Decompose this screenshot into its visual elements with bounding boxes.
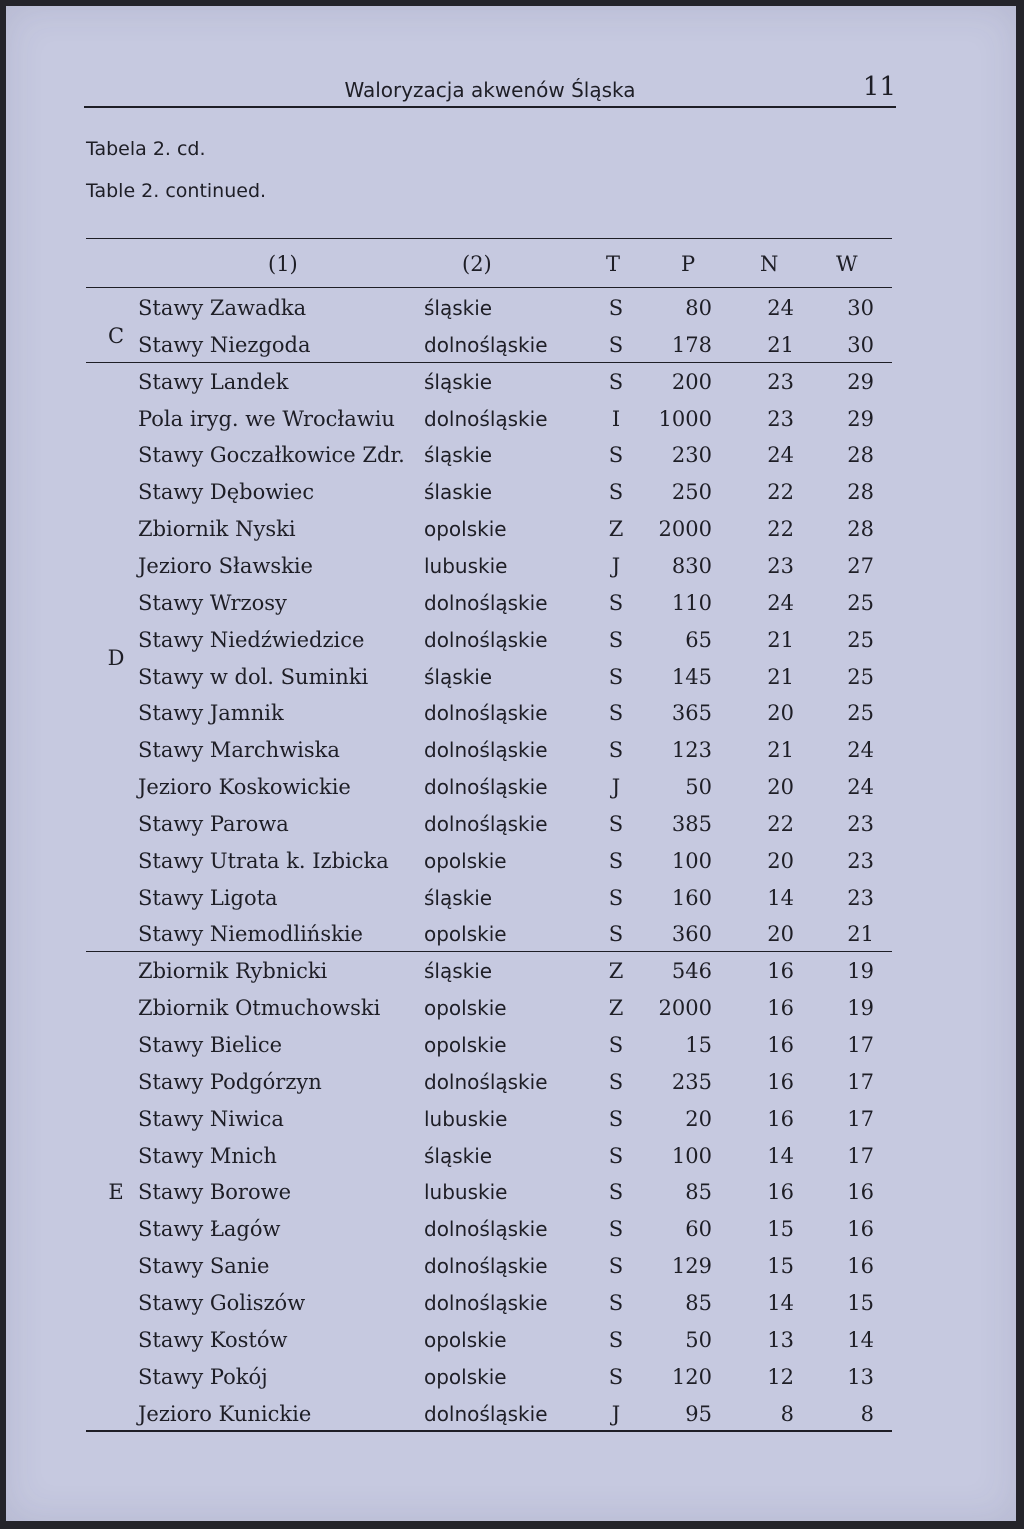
- cell-voivodeship: opolskie: [424, 1033, 507, 1057]
- cell-w: 19: [847, 959, 874, 984]
- cell-type: S: [608, 664, 624, 689]
- cell-voivodeship: dolnośląskie: [424, 332, 548, 357]
- cell-name: Pola iryg. we Wrocławiu: [138, 406, 395, 431]
- cell-n: 14: [767, 1143, 794, 1168]
- table-caption-en: Table 2. continued.: [86, 180, 267, 202]
- group-separator-rule: [86, 362, 892, 363]
- cell-name: Stawy Borowe: [138, 1180, 292, 1205]
- cell-area: 160: [671, 885, 712, 910]
- cell-w: 17: [847, 1143, 874, 1168]
- cell-w: 16: [847, 1254, 874, 1279]
- cell-name: Jezioro Koskowickie: [138, 775, 351, 800]
- cell-w: 19: [847, 996, 874, 1021]
- cell-n: 20: [767, 848, 794, 873]
- cell-area: 50: [685, 775, 712, 800]
- cell-n: 22: [767, 517, 794, 542]
- cell-type: S: [608, 443, 624, 468]
- cell-n: 15: [767, 1217, 794, 1242]
- cell-area: 120: [671, 1364, 712, 1389]
- cell-name: Stawy Goczałkowice Zdr.: [138, 443, 405, 468]
- cell-type: S: [608, 848, 624, 873]
- cell-name: Stawy Łagów: [138, 1217, 281, 1242]
- cell-type: J: [611, 553, 621, 578]
- cell-voivodeship: dolnośląskie: [424, 1069, 548, 1094]
- cell-name: Stawy Niemodlińskie: [138, 922, 363, 947]
- cell-area: 230: [671, 443, 712, 468]
- cell-name: Stawy Parowa: [138, 811, 289, 836]
- cell-type: S: [608, 1327, 624, 1352]
- cell-area: 50: [685, 1327, 712, 1352]
- cell-w: 15: [847, 1290, 874, 1315]
- cell-area: 360: [671, 922, 712, 947]
- cell-n: 13: [767, 1327, 794, 1352]
- column-header-2: (2): [462, 252, 492, 276]
- cell-w: 17: [847, 1069, 874, 1094]
- table-caption-pl: Tabela 2. cd.: [86, 138, 206, 160]
- cell-voivodeship: dolnośląskie: [424, 1254, 548, 1279]
- cell-n: 8: [780, 1401, 794, 1426]
- cell-type: S: [608, 1364, 624, 1389]
- cell-w: 23: [847, 811, 874, 836]
- cell-name: Stawy Sanie: [138, 1254, 270, 1279]
- cell-w: 17: [847, 1106, 874, 1131]
- cell-type: Z: [608, 959, 624, 984]
- running-header: [84, 70, 896, 108]
- cell-name: Stawy Pokój: [138, 1364, 268, 1389]
- cell-w: 30: [847, 332, 874, 357]
- cell-voivodeship: dolnośląskie: [424, 1290, 548, 1315]
- cell-w: 27: [847, 553, 874, 578]
- table-top-rule: [86, 238, 892, 239]
- cell-type: S: [608, 885, 624, 910]
- cell-n: 23: [767, 406, 794, 431]
- cell-name: Stawy Mnich: [138, 1143, 277, 1168]
- cell-voivodeship: dolnośląskie: [424, 811, 548, 836]
- cell-w: 25: [847, 590, 874, 615]
- column-header-t: T: [606, 252, 621, 276]
- cell-n: 24: [767, 590, 794, 615]
- cell-n: 24: [767, 296, 794, 320]
- cell-voivodeship: dolnośląskie: [424, 701, 548, 726]
- cell-n: 21: [767, 332, 794, 357]
- cell-w: 28: [847, 480, 874, 505]
- cell-name: Stawy Niezgoda: [138, 332, 311, 357]
- cell-voivodeship: opolskie: [424, 1364, 507, 1389]
- group-label: C: [107, 324, 125, 349]
- page-number: 11: [862, 72, 896, 102]
- cell-voivodeship: dolnośląskie: [424, 406, 548, 431]
- cell-area: 1000: [658, 406, 712, 431]
- cell-w: 29: [847, 369, 874, 394]
- cell-type: S: [608, 1254, 624, 1279]
- cell-voivodeship: śląskie: [424, 885, 493, 910]
- cell-n: 24: [767, 443, 794, 468]
- column-header-n: N: [760, 252, 779, 276]
- cell-area: 100: [671, 848, 712, 873]
- cell-w: 25: [847, 701, 874, 726]
- cell-n: 16: [767, 1069, 794, 1094]
- cell-n: 21: [767, 664, 794, 689]
- cell-n: 22: [767, 811, 794, 836]
- cell-voivodeship: śląskie: [424, 443, 493, 468]
- cell-name: Stawy Bielice: [138, 1033, 283, 1057]
- cell-type: S: [608, 1033, 624, 1057]
- cell-w: 30: [847, 296, 874, 320]
- cell-name: Stawy Podgórzyn: [138, 1069, 322, 1094]
- cell-name: Stawy Goliszów: [138, 1290, 306, 1315]
- group-label: E: [108, 1180, 124, 1205]
- cell-voivodeship: śląskie: [424, 664, 493, 689]
- cell-n: 20: [767, 701, 794, 726]
- cell-name: Stawy Marchwiska: [138, 738, 340, 763]
- running-title: Waloryzacja akwenów Śląska: [344, 78, 636, 102]
- cell-voivodeship: lubuskie: [424, 1106, 508, 1131]
- cell-w: 29: [847, 406, 874, 431]
- cell-n: 12: [767, 1364, 794, 1389]
- cell-voivodeship: opolskie: [424, 996, 507, 1021]
- cell-voivodeship: dolnośląskie: [424, 775, 548, 800]
- cell-n: 20: [767, 775, 794, 800]
- cell-voivodeship: lubuskie: [424, 1180, 508, 1205]
- cell-name: Stawy Ligota: [138, 885, 278, 910]
- cell-type: S: [608, 1180, 624, 1205]
- cell-type: S: [608, 1143, 624, 1168]
- cell-voivodeship: śląskie: [424, 959, 493, 984]
- cell-type: S: [608, 1106, 624, 1131]
- cell-w: 16: [847, 1180, 874, 1205]
- cell-area: 145: [671, 664, 712, 689]
- cell-name: Stawy Niwica: [138, 1106, 284, 1131]
- cell-n: 16: [767, 1180, 794, 1205]
- cell-n: 16: [767, 1106, 794, 1131]
- cell-w: 8: [860, 1401, 874, 1426]
- column-header-w: W: [836, 252, 858, 276]
- cell-voivodeship: dolnośląskie: [424, 1217, 548, 1242]
- cell-area: 365: [671, 701, 712, 726]
- table-header-rule: [86, 287, 892, 288]
- cell-name: Stawy Landek: [138, 369, 289, 394]
- cell-voivodeship: śląskie: [424, 369, 493, 394]
- cell-type: S: [608, 922, 624, 947]
- cell-name: Stawy Jamnik: [138, 701, 284, 726]
- cell-name: Stawy Kostów: [138, 1327, 288, 1352]
- cell-area: 200: [671, 369, 712, 394]
- cell-n: 21: [767, 738, 794, 763]
- cell-area: 95: [685, 1401, 712, 1426]
- cell-type: S: [608, 738, 624, 763]
- cell-n: 14: [767, 885, 794, 910]
- cell-n: 23: [767, 553, 794, 578]
- cell-type: S: [608, 701, 624, 726]
- cell-n: 23: [767, 369, 794, 394]
- cell-type: S: [608, 369, 624, 394]
- cell-n: 21: [767, 627, 794, 652]
- cell-name: Zbiornik Nyski: [138, 517, 296, 542]
- cell-name: Stawy Zawadka: [138, 296, 307, 320]
- group-label: D: [107, 646, 125, 671]
- cell-n: 16: [767, 1033, 794, 1057]
- cell-w: 21: [847, 922, 874, 947]
- cell-area: 85: [685, 1290, 712, 1315]
- cell-area: 85: [685, 1180, 712, 1205]
- cell-type: S: [608, 1069, 624, 1094]
- cell-area: 15: [685, 1033, 712, 1057]
- cell-type: J: [611, 1401, 621, 1426]
- cell-area: 65: [685, 627, 712, 652]
- cell-type: I: [611, 406, 621, 431]
- cell-n: 20: [767, 922, 794, 947]
- cell-voivodeship: dolnośląskie: [424, 738, 548, 763]
- cell-voivodeship: śląskie: [424, 1143, 493, 1168]
- cell-voivodeship: opolskie: [424, 848, 507, 873]
- cell-area: 20: [685, 1106, 712, 1131]
- cell-voivodeship: dolnośląskie: [424, 590, 548, 615]
- cell-name: Jezioro Kunickie: [138, 1401, 312, 1426]
- document-page: [6, 6, 1016, 1521]
- cell-area: 546: [671, 959, 712, 984]
- cell-n: 16: [767, 959, 794, 984]
- cell-voivodeship: opolskie: [424, 922, 507, 947]
- cell-w: 23: [847, 885, 874, 910]
- cell-w: 13: [847, 1364, 874, 1389]
- cell-type: Z: [608, 517, 624, 542]
- cell-n: 16: [767, 996, 794, 1021]
- column-header-p: P: [681, 252, 696, 276]
- cell-area: 250: [671, 480, 712, 505]
- cell-area: 60: [685, 1217, 712, 1242]
- cell-area: 123: [671, 738, 712, 763]
- cell-type: S: [608, 332, 624, 357]
- cell-area: 80: [685, 296, 712, 320]
- cell-w: 28: [847, 517, 874, 542]
- cell-type: S: [608, 1290, 624, 1315]
- cell-voivodeship: śląskie: [424, 296, 493, 320]
- group-separator-rule: [86, 951, 892, 952]
- cell-name: Stawy Utrata k. Izbicka: [138, 848, 389, 873]
- cell-type: S: [608, 296, 624, 320]
- cell-area: 235: [671, 1069, 712, 1094]
- cell-area: 110: [671, 590, 712, 615]
- cell-voivodeship: dolnośląskie: [424, 627, 548, 652]
- cell-type: S: [608, 627, 624, 652]
- cell-voivodeship: dolnośląskie: [424, 1401, 548, 1426]
- cell-w: 23: [847, 848, 874, 873]
- cell-w: 24: [847, 738, 874, 763]
- cell-name: Stawy Niedźwiedzice: [138, 627, 365, 652]
- cell-w: 24: [847, 775, 874, 800]
- cell-area: 100: [671, 1143, 712, 1168]
- cell-name: Stawy Dębowiec: [138, 480, 315, 505]
- cell-name: Stawy w dol. Suminki: [138, 664, 369, 689]
- cell-w: 28: [847, 443, 874, 468]
- cell-voivodeship: opolskie: [424, 1327, 507, 1352]
- cell-area: 178: [671, 332, 712, 357]
- cell-voivodeship: lubuskie: [424, 553, 508, 578]
- cell-w: 25: [847, 627, 874, 652]
- column-header-1: (1): [268, 252, 298, 276]
- cell-n: 15: [767, 1254, 794, 1279]
- cell-type: S: [608, 480, 624, 505]
- cell-n: 14: [767, 1290, 794, 1315]
- cell-type: Z: [608, 996, 624, 1021]
- cell-area: 385: [671, 811, 712, 836]
- table-bottom-rule: [86, 1430, 892, 1432]
- cell-w: 14: [847, 1327, 874, 1352]
- cell-area: 2000: [658, 996, 712, 1021]
- cell-area: 2000: [658, 517, 712, 542]
- cell-name: Zbiornik Rybnicki: [138, 959, 328, 984]
- cell-name: Jezioro Sławskie: [138, 553, 313, 578]
- cell-type: S: [608, 1217, 624, 1242]
- cell-w: 16: [847, 1217, 874, 1242]
- cell-voivodeship: opolskie: [424, 517, 507, 542]
- cell-w: 17: [847, 1033, 874, 1057]
- cell-n: 22: [767, 480, 794, 505]
- cell-area: 129: [671, 1254, 712, 1279]
- cell-name: Stawy Wrzosy: [138, 590, 287, 615]
- cell-type: S: [608, 590, 624, 615]
- cell-type: S: [608, 811, 624, 836]
- cell-voivodeship: ślaskie: [424, 480, 493, 505]
- cell-w: 25: [847, 664, 874, 689]
- cell-type: J: [611, 775, 621, 800]
- cell-name: Zbiornik Otmuchowski: [138, 996, 381, 1021]
- cell-area: 830: [671, 553, 712, 578]
